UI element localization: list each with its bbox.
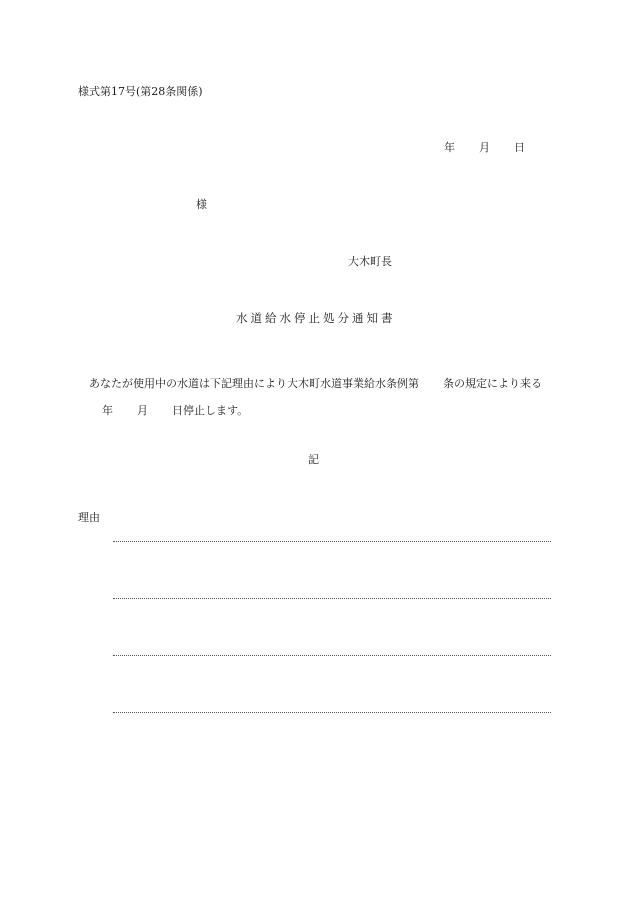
- form-number: 様式第17号(第28条関係): [78, 85, 203, 98]
- date-day-label: 日: [514, 141, 525, 154]
- recipient-suffix: 様: [196, 198, 207, 211]
- body-part1: あなたが使用中の水道は下記理由により大木町水道事業給水条例第: [89, 377, 419, 390]
- date-year-label: 年: [444, 141, 455, 154]
- date-month-label: 月: [479, 141, 490, 154]
- body-part3: 日停止します。: [172, 404, 249, 417]
- reason-line: [113, 541, 551, 542]
- reason-line: [113, 598, 551, 599]
- reason-line: [113, 712, 551, 713]
- ki-heading: 記: [308, 453, 319, 466]
- notice-body: [78, 370, 552, 424]
- reason-label: 理由: [78, 511, 100, 524]
- date-line: [444, 142, 525, 153]
- body-year: 年: [102, 404, 113, 417]
- page-title: 水道給水停止処分通知書: [236, 311, 396, 325]
- body-month: 月: [137, 404, 148, 417]
- reason-line: [113, 655, 551, 656]
- body-part2: 条の規定により来る: [443, 377, 542, 390]
- sender: 大木町長: [348, 255, 392, 268]
